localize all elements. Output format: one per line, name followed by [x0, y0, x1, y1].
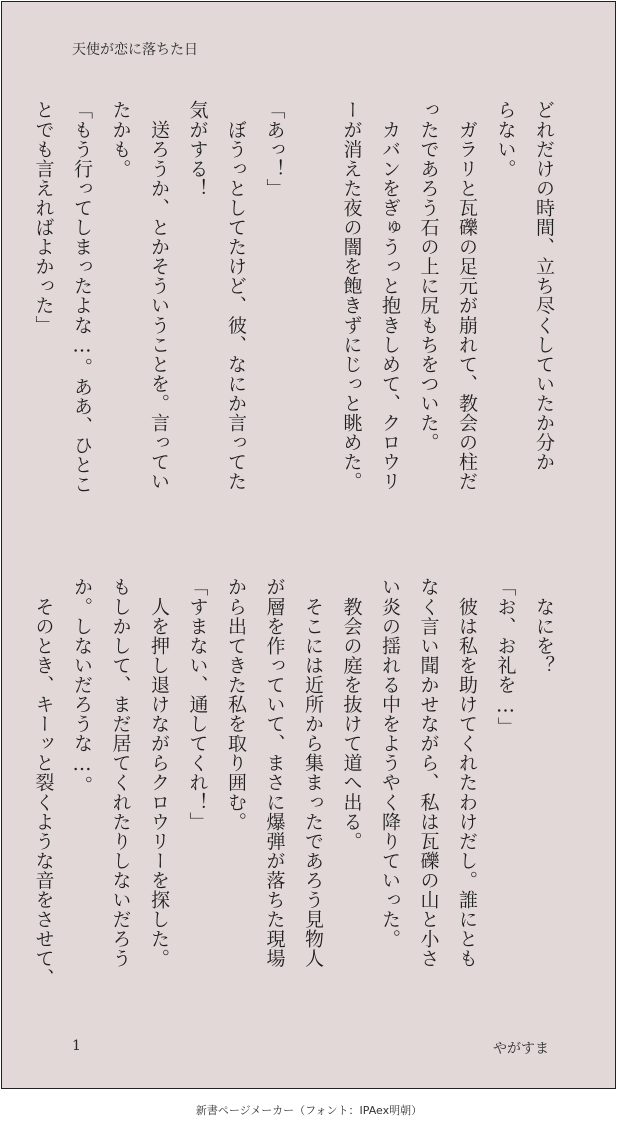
- text-line: もしかして、まだ居てくれたりしないだろう: [109, 577, 132, 968]
- text-line: 教会の庭を抜けて道へ出る。: [340, 577, 363, 851]
- blank-line: [294, 100, 333, 520]
- text-line: から出てきた私を取り囲む。: [225, 577, 247, 832]
- book-page: [1, 1, 616, 1089]
- text-line: 送ろうか、とかそういうことを。言ってい: [148, 100, 170, 491]
- text-line: たかも。: [109, 100, 132, 179]
- text-line: ったであろう石の上に尻もちをついた。: [417, 100, 440, 452]
- text-line: ガラリと瓦礫の足元が崩れて、教会の柱だ: [456, 100, 478, 491]
- text-line: ぼうっとしてたけど、彼、なにか言ってた: [225, 100, 247, 491]
- text-line: カバンをぎゅうっと抱きしめて、クロウリ: [379, 100, 401, 491]
- text-line: 気がする！: [186, 100, 209, 198]
- text-block-lower: [32, 577, 563, 1017]
- text-block-upper: [32, 100, 563, 520]
- text-line: そのとき、キーッと裂くような音をさせて、: [32, 577, 55, 988]
- text-line: なく言い聞かせながら、私は瓦礫の山と小さ: [417, 577, 440, 968]
- text-line: そこには近所から集まったであろう見物人: [302, 577, 324, 968]
- generator-caption: 新書ページメーカー（フォント：IPAex明朝）: [195, 1104, 423, 1117]
- text-line: なにを？: [533, 577, 555, 675]
- text-line: ーが消えた夜の闇を飽きずにじっと眺めた。: [340, 100, 363, 491]
- text-line: 「すまない、通してくれ！」: [186, 577, 209, 832]
- text-line: 「お、お礼を…」: [494, 577, 517, 737]
- text-line: 人を押し退けながらクロウリーを探した。: [148, 577, 170, 968]
- page-number: 1: [72, 1038, 81, 1054]
- text-line: 「もう行ってしまったよな…。ああ、ひとこ: [71, 100, 93, 494]
- text-line: とでも言えればよかった」: [32, 100, 55, 335]
- running-title: 天使が恋に落ちた日: [72, 42, 198, 58]
- text-line: か。しないだろうな…。: [71, 577, 93, 796]
- text-line: 彼は私を助けてくれたわけだし。誰にとも: [456, 577, 478, 968]
- text-line: が層を作っていて、まさに爆弾が落ちた現場: [263, 577, 286, 968]
- text-line: い炎の揺れる中をようやく降りていった。: [379, 577, 401, 949]
- text-line: 「あっ！」: [263, 100, 286, 198]
- author-name: やがすま: [493, 1041, 549, 1057]
- text-line: らない。: [494, 100, 517, 179]
- text-line: どれだけの時間、立ち尽くしていたか分か: [533, 100, 555, 472]
